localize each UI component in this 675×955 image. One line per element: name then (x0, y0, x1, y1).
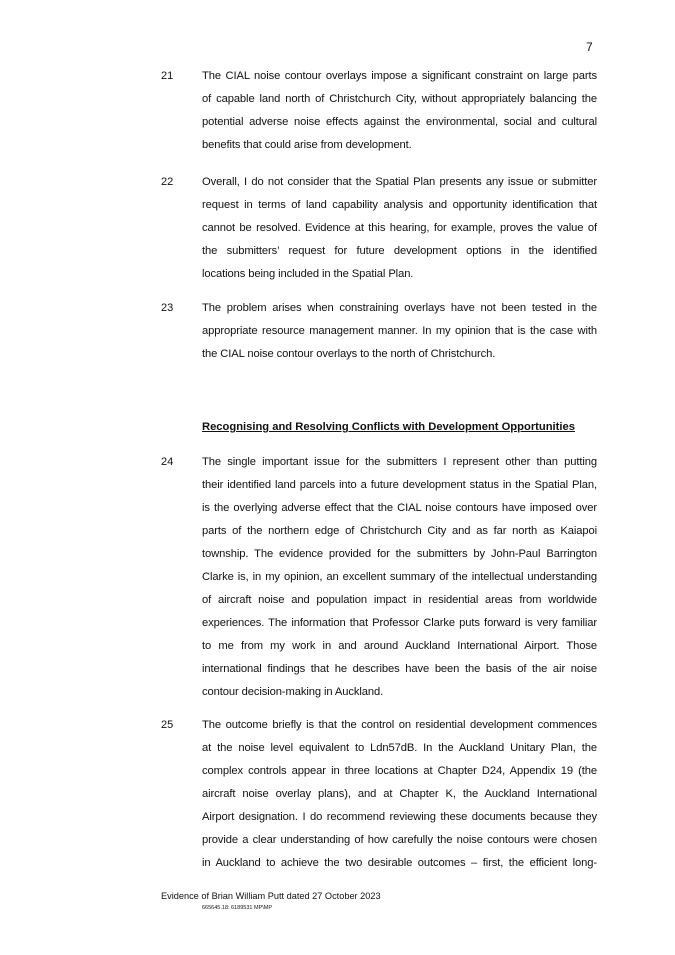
text-line: provide a clear understanding of how carefully the noise contours were chosen (202, 834, 597, 846)
text-line: to me from my work in and around Auckland International Airport. Those (202, 640, 597, 652)
page-number: 7 (586, 40, 593, 54)
text-line: request in terms of land capability analysis and opportunity identification that (202, 199, 597, 211)
text-line: complex controls appear in three locations at Chapter D24, Appendix 19 (the (202, 765, 597, 777)
footer-evidence-line: Evidence of Brian William Putt dated 27 October 2023 (161, 891, 381, 901)
text-line: of capable land north of Christchurch City, without appropriately balancing the (202, 93, 597, 105)
text-line: The outcome briefly is that the control on residential development commences (202, 719, 597, 731)
paragraph-number: 22 (161, 176, 174, 188)
text-line: in Auckland to achieve the two desirable outcomes – first, the efficient long- (202, 857, 597, 869)
paragraph-number: 24 (161, 456, 174, 468)
text-line: The problem arises when constraining overlays have not been tested in the (202, 302, 597, 314)
text-line: Airport designation. I do recommend reviewing these documents because they (202, 811, 597, 823)
paragraph-22 (161, 171, 597, 286)
text-line: cannot be resolved. Evidence at this hearing, for example, proves the value of (202, 222, 597, 234)
text-line: appropriate resource management manner. In my opinion that is the case with (202, 325, 597, 337)
text-line: benefits that could arise from development. (202, 139, 412, 151)
text-line: Clarke is, in my opinion, an excellent summary of the intellectual understanding (202, 571, 597, 583)
paragraph-25 (161, 714, 597, 875)
paragraph-number: 25 (161, 719, 174, 731)
text-line: at the noise level equivalent to Ldn57dB. In the Auckland Unitary Plan, the (202, 742, 597, 754)
text-line: The single important issue for the submitters I represent other than putting (202, 456, 597, 468)
text-line: The CIAL noise contour overlays impose a significant constraint on large parts (202, 70, 597, 82)
text-line: experiences. The information that Professor Clarke puts forward is very familiar (202, 617, 597, 629)
text-line: potential adverse noise effects against the environmental, social and cultural (202, 116, 597, 128)
text-line: township. The evidence provided for the submitters by John-Paul Barrington (202, 548, 597, 560)
paragraph-number: 21 (161, 70, 174, 82)
section-heading: Recognising and Resolving Conflicts with Development Opportunities (202, 421, 575, 433)
text-line: international findings that he describes have been the basis of the air noise (202, 663, 597, 675)
text-line: their identified land parcels into a future development status in the Spatial Plan, (202, 479, 597, 491)
text-line: the submitters’ request for future development options in the identified (202, 245, 597, 257)
paragraph-24 (161, 451, 597, 704)
paragraph-23 (161, 297, 597, 366)
paragraph-text (202, 451, 597, 704)
paragraph-text (202, 297, 597, 366)
paragraph-number: 23 (161, 302, 174, 314)
text-line: aircraft noise overlay plans), and at Chapter K, the Auckland International (202, 788, 597, 800)
text-line: parts of the northern edge of Christchurch City and as far north as Kaiapoi (202, 525, 597, 537)
text-line: locations being included in the Spatial Plan. (202, 268, 414, 280)
paragraph-text (202, 171, 597, 286)
text-line: is the overlying adverse effect that the CIAL noise contours have imposed over (202, 502, 597, 514)
paragraph-text (202, 714, 597, 875)
text-line: contour decision-making in Auckland. (202, 686, 384, 698)
paragraph-21 (161, 65, 597, 157)
footer-reference: 665645.18: 6189531 MP\MP (202, 905, 273, 911)
text-line: the CIAL noise contour overlays to the north of Christchurch. (202, 348, 496, 360)
text-line: Overall, I do not consider that the Spatial Plan presents any issue or submitter (202, 176, 597, 188)
paragraph-text (202, 65, 597, 157)
text-line: of aircraft noise and population impact in residential areas from worldwide (202, 594, 597, 606)
